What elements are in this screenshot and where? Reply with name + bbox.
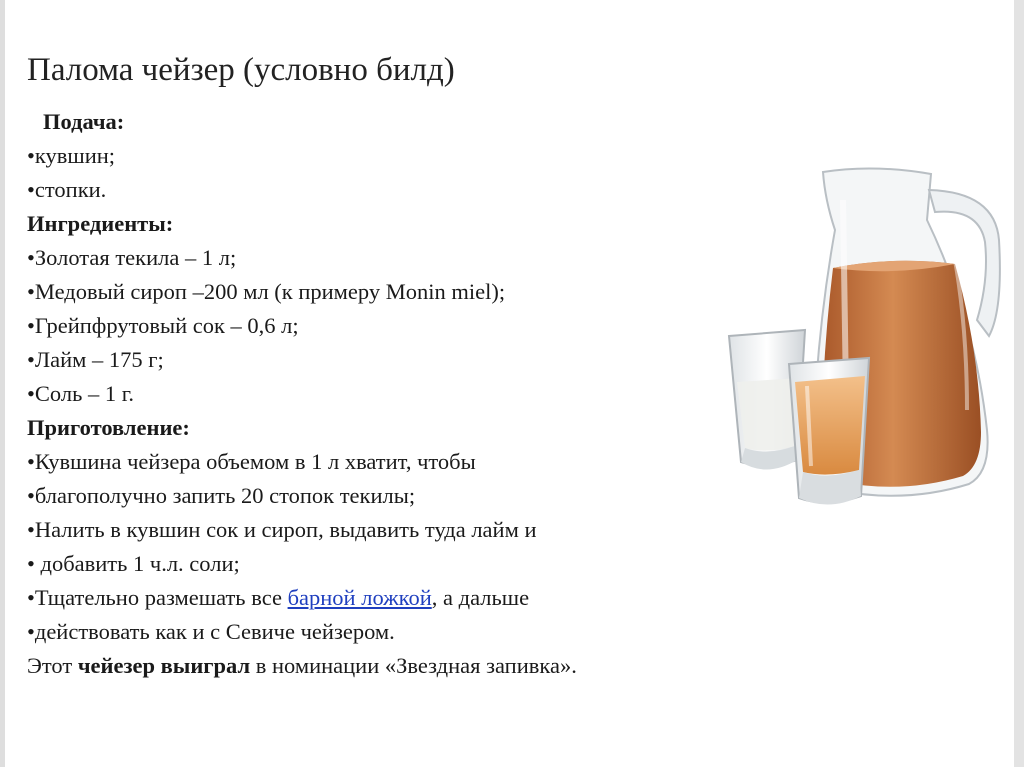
ingredient-item: •Золотая текила – 1 л; [27,245,237,270]
serving-heading: Подача: [43,109,125,134]
page-title: Палома чейзер (условно билд) [27,52,455,88]
recipe-body [27,105,577,683]
bar-spoon-link[interactable]: барной ложкой [287,585,432,610]
preparation-item: •действовать как и с Севиче чейзером. [27,619,395,644]
juice-shot-glass-icon [789,358,869,505]
preparation-item: •Налить в кувшин сок и сироп, выдавить туда лайм и [27,517,537,542]
slide-frame-right [1014,0,1024,767]
preparation-item: • добавить 1 ч.л. соли; [27,551,240,576]
ingredient-item: •Медовый сироп –200 мл (к примеру Monin miel); [27,279,506,304]
ingredient-item: •Соль – 1 г. [27,381,135,406]
ingredient-item: •Лайм – 175 г; [27,347,164,372]
serving-item: •кувшин; [27,143,116,168]
preparation-heading: Приготовление: [27,415,190,440]
closing-text-before: Этот [27,653,78,678]
ingredients-heading: Ингредиенты: [27,211,174,236]
closing-text-bold: чейезер выиграл [77,653,251,678]
stir-text-before: •Тщательно размешать все [27,585,288,610]
preparation-item: •благополучно запить 20 стопок текилы; [27,483,416,508]
closing-text-after: в номинации «Звездная запивка». [250,653,577,678]
ingredient-item: •Грейпфрутовый сок – 0,6 л; [27,313,299,338]
pitcher-and-shots-illustration [723,160,1013,530]
stir-text-after: , а дальше [431,585,530,610]
preparation-item-stir [27,581,577,615]
slide [5,0,1014,767]
serving-item: •стопки. [27,177,107,202]
preparation-item: •Кувшина чейзера объемом в 1 л хватит, чтобы [27,449,476,474]
closing-line [27,649,577,683]
